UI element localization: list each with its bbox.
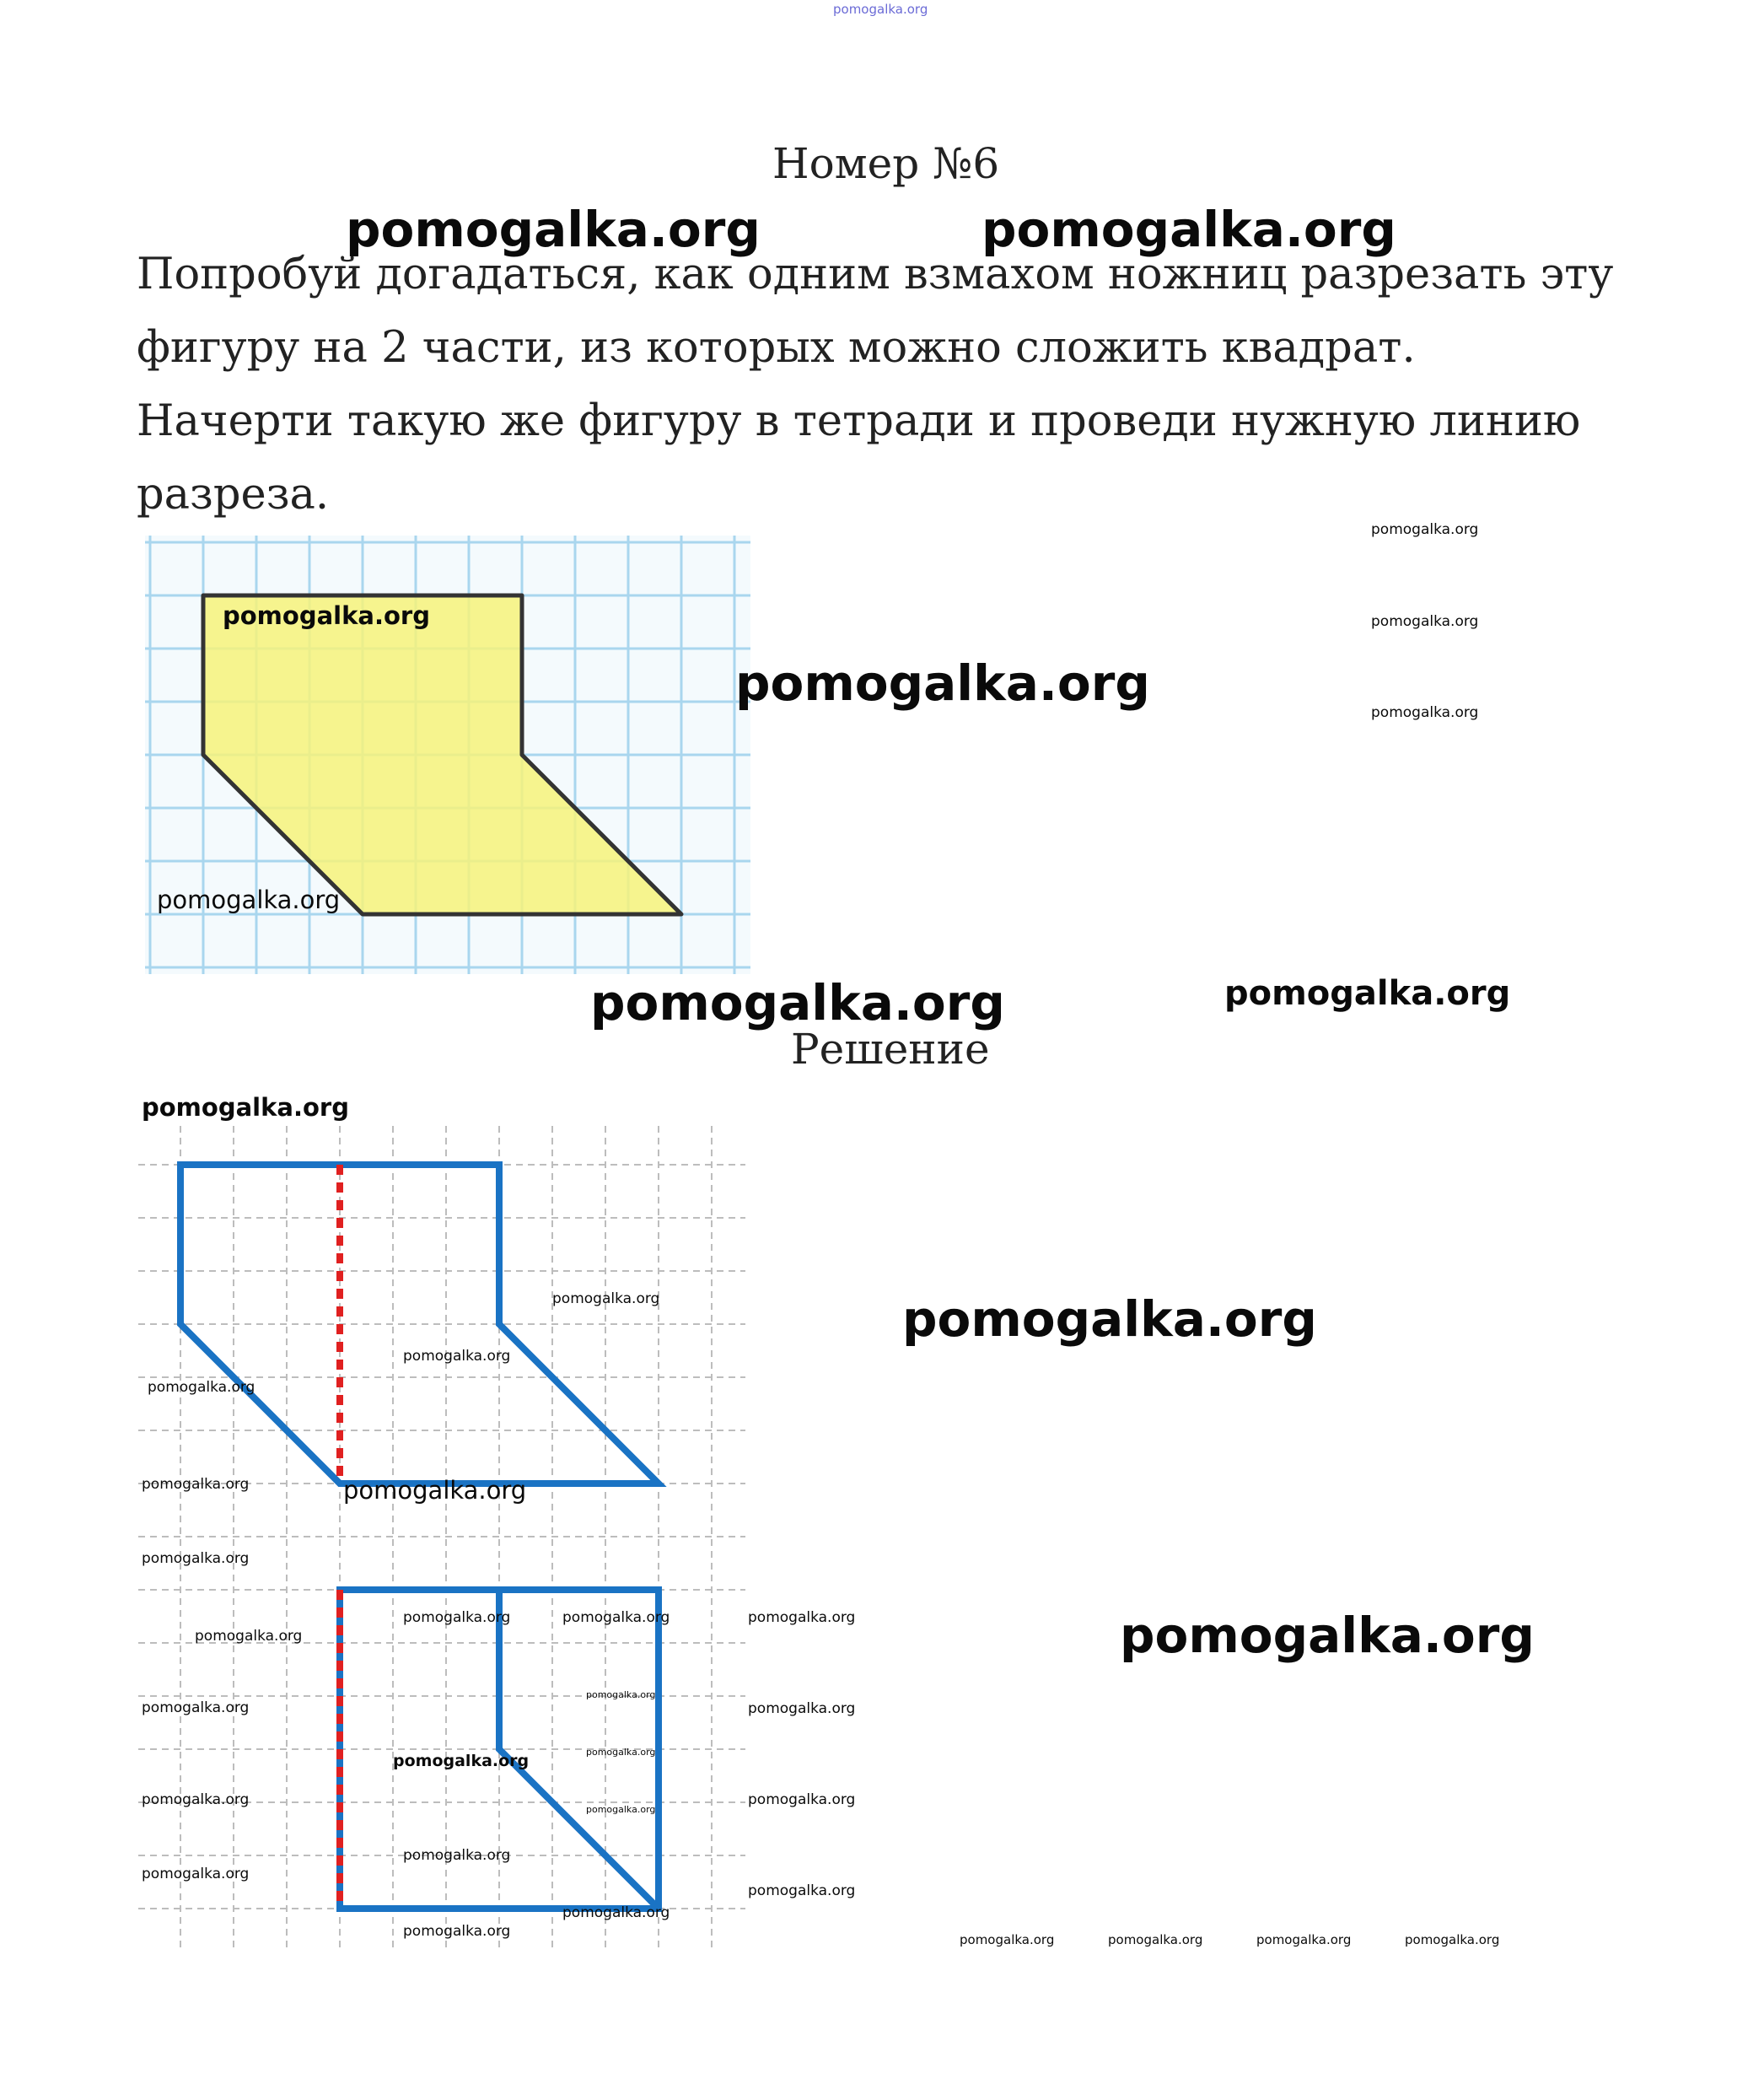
watermark: pomogalka.org <box>142 1476 250 1493</box>
watermark: pomogalka.org <box>393 1752 530 1770</box>
watermark: pomogalka.org <box>157 886 341 914</box>
task-line-1: Попробуй догадаться, как одним взмахом ножниц разрезать эту <box>137 250 1614 299</box>
watermark: pomogalka.org <box>195 1628 303 1645</box>
watermark: pomogalka.org <box>142 1866 250 1882</box>
watermark: pomogalka.org <box>142 1093 349 1122</box>
watermark: pomogalka.org <box>590 974 1005 1031</box>
task-line-4: разреза. <box>137 470 330 520</box>
watermark: pomogalka.org <box>748 1700 856 1717</box>
task-line-2: фигуру на 2 части, из которых можно сложить квадрат. <box>137 323 1416 373</box>
watermark: pomogalka.org <box>552 1290 660 1307</box>
site-link[interactable]: pomogalka.org <box>833 2 928 17</box>
watermark: pomogalka.org <box>586 1747 656 1758</box>
solution-figure <box>138 1126 745 1952</box>
watermark: pomogalka.org <box>1405 1932 1500 1947</box>
watermark: pomogalka.org <box>148 1379 255 1396</box>
watermark: pomogalka.org <box>981 201 1396 258</box>
task-title: Номер №6 <box>772 139 1000 188</box>
watermark: pomogalka.org <box>1108 1932 1203 1947</box>
watermark: pomogalka.org <box>1371 704 1479 721</box>
watermark: pomogalka.org <box>142 1791 250 1808</box>
watermark: pomogalka.org <box>403 1348 511 1365</box>
watermark: pomogalka.org <box>562 1609 670 1626</box>
watermark: pomogalka.org <box>403 1609 511 1626</box>
watermark: pomogalka.org <box>748 1609 856 1626</box>
watermark: pomogalka.org <box>343 1476 527 1505</box>
watermark: pomogalka.org <box>142 1699 250 1716</box>
watermark: pomogalka.org <box>1371 613 1479 630</box>
task-text <box>137 238 1614 531</box>
watermark: pomogalka.org <box>403 1847 511 1864</box>
task-line-3: Начерти такую же фигуру в тетради и проведи нужную линию <box>137 396 1581 446</box>
watermark: pomogalka.org <box>142 1550 250 1567</box>
watermark: pomogalka.org <box>586 1804 656 1815</box>
watermark: pomogalka.org <box>748 1882 856 1899</box>
watermark: pomogalka.org <box>586 1689 656 1700</box>
watermark: pomogalka.org <box>1371 521 1479 538</box>
watermark: pomogalka.org <box>902 1290 1317 1348</box>
watermark: pomogalka.org <box>346 201 761 258</box>
watermark: pomogalka.org <box>562 1904 670 1921</box>
watermark: pomogalka.org <box>1256 1932 1352 1947</box>
watermark: pomogalka.org <box>403 1923 511 1940</box>
solution-title: Решение <box>791 1025 990 1074</box>
watermark: pomogalka.org <box>735 654 1150 712</box>
watermark: pomogalka.org <box>960 1932 1055 1947</box>
watermark: pomogalka.org <box>223 601 430 630</box>
watermark: pomogalka.org <box>1120 1607 1535 1664</box>
original-figure-outline <box>180 1165 659 1484</box>
watermark: pomogalka.org <box>748 1791 856 1808</box>
watermark: pomogalka.org <box>1224 974 1511 1013</box>
